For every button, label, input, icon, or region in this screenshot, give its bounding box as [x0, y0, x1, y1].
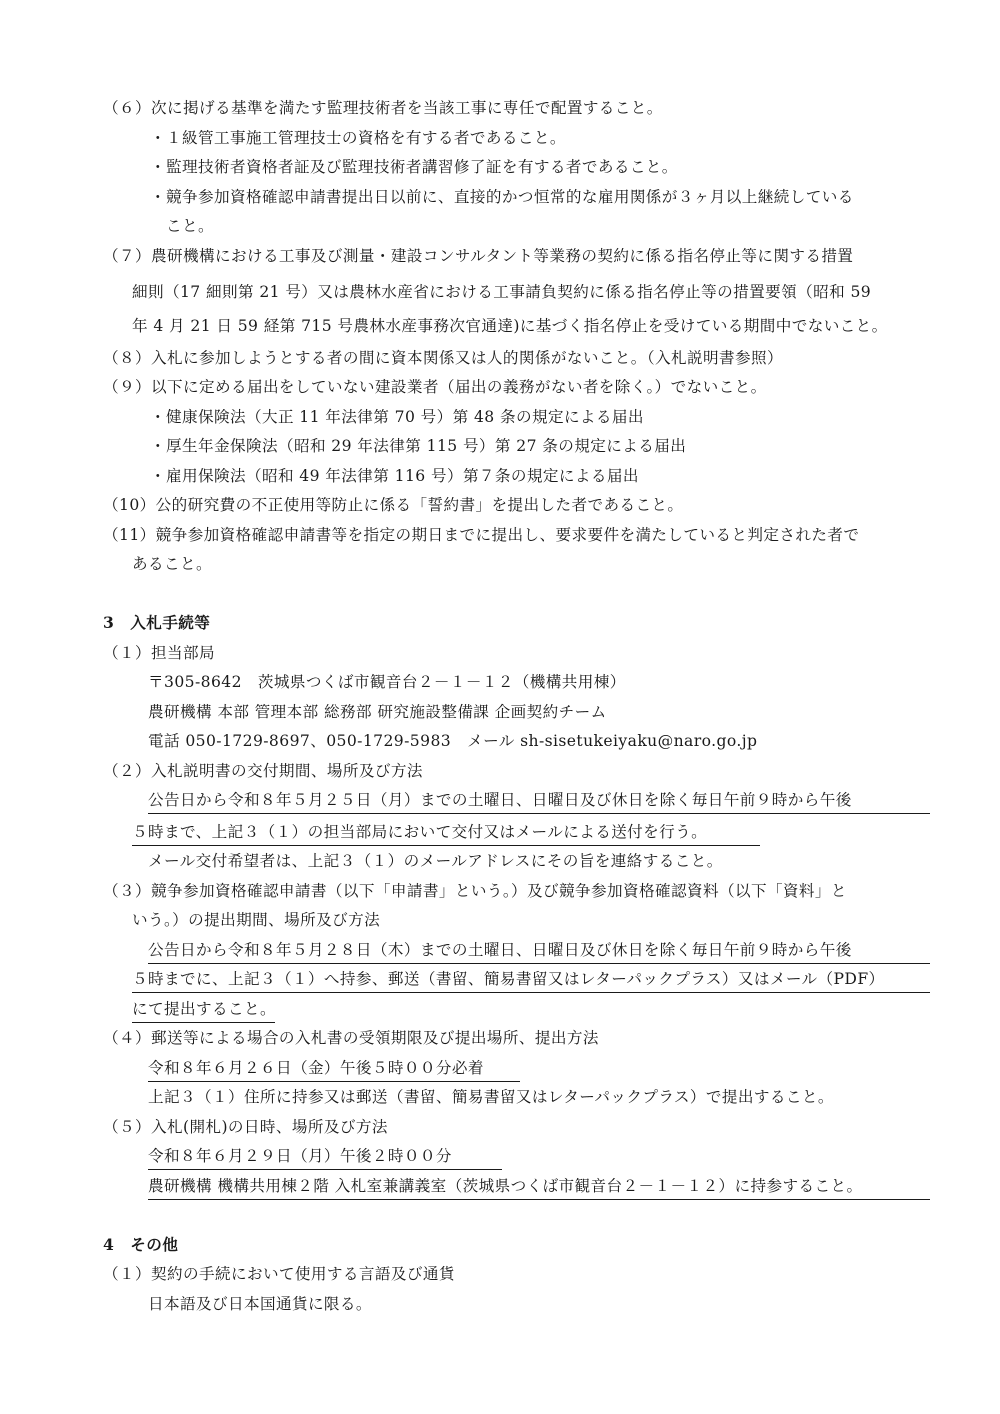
- section-3-item-4-deadline: 令和８年６月２６日（金）午後５時００分必着: [148, 1059, 484, 1077]
- department-name: 農研機構 本部 管理本部 総務部 研究施設整備課 企画契約チーム: [148, 703, 607, 721]
- section-3-heading: 3 入札手続等: [103, 613, 211, 632]
- item-9-bullet-1: ・健康保険法（大正 11 年法律第 70 号）第 48 条の規定による届出: [150, 408, 644, 426]
- item-10: （10）公的研究費の不正使用等防止に係る「誓約書」を提出した者であること。: [103, 496, 684, 514]
- postal-address: 〒305-8642 茨城県つくば市観音台２－１－１２（機構共用棟）: [148, 673, 626, 691]
- underline-rule: [148, 1169, 502, 1170]
- section-3-item-3-line-3: 公告日から令和８年５月２８日（木）までの土曜日、日曜日及び休日を除く毎日午前９時から午後: [148, 941, 852, 959]
- section-3-item-3-line-4: ５時までに、上記３（１）へ持参、郵送（書留、簡易書留又はレターパックプラス）又はメール（PDF）: [132, 970, 885, 988]
- item-11-line-2: あること。: [132, 555, 212, 573]
- item-6-heading: （６）次に掲げる基準を満たす監理技術者を当該工事に専任で配置すること。: [103, 99, 663, 117]
- section-3-item-5-place: 農研機構 機構共用棟２階 入札室兼講義室（茨城県つくば市観音台２－１－１２）に持参すること。: [148, 1177, 863, 1195]
- section-4-heading: 4 その他: [103, 1235, 179, 1254]
- section-3-item-3-line-5: にて提出すること。: [132, 1000, 276, 1018]
- item-7-line-2: 細則（17 細則第 21 号）又は農林水産省における工事請負契約に係る指名停止等の措置要領（昭和 59: [132, 283, 872, 301]
- underline-rule: [132, 1022, 275, 1023]
- item-9-bullet-3: ・雇用保険法（昭和 49 年法律第 116 号）第７条の規定による届出: [150, 467, 639, 485]
- item-7-line-3: 年 4 月 21 日 59 経第 715 号農林水産事務次官通達)に基づく指名停止を受けている期間中でないこと。: [132, 317, 888, 335]
- section-3-item-2-line-2: ５時まで、上記３（１）の担当部局において交付又はメールによる送付を行う。: [132, 823, 708, 841]
- underline-rule: [148, 813, 930, 814]
- section-3-item-4-heading: （４）郵送等による場合の入札書の受領期限及び提出場所、提出方法: [103, 1029, 599, 1047]
- item-6-bullet-2: ・監理技術者資格者証及び監理技術者講習修了証を有する者であること。: [150, 158, 678, 176]
- section-3-item-2-heading: （２）入札説明書の交付期間、場所及び方法: [103, 762, 423, 780]
- item-6-bullet-3-cont: こと。: [166, 217, 214, 235]
- section-3-item-3-line-1: （３）競争参加資格確認申請書（以下「申請書」という。）及び競争参加資格確認資料（以下「資料」と: [103, 882, 847, 900]
- underline-rule: [148, 1081, 520, 1082]
- section-3-item-5-heading: （５）入札(開札)の日時、場所及び方法: [103, 1118, 388, 1136]
- item-8: （８）入札に参加しようとする者の間に資本関係又は人的関係がないこと。（入札説明書参照）: [103, 349, 783, 367]
- item-6-bullet-3: ・競争参加資格確認申請書提出日以前に、直接的かつ恒常的な雇用関係が３ヶ月以上継続している: [150, 188, 854, 206]
- item-6-bullet-1: ・１級管工事施工管理技士の資格を有する者であること。: [150, 129, 566, 147]
- section-4-item-1-body: 日本語及び日本国通貨に限る。: [148, 1295, 372, 1313]
- item-9-heading: （９）以下に定める届出をしていない建設業者（届出の義務がない者を除く。）でないこと。: [103, 378, 767, 396]
- section-3-item-1-heading: （１）担当部局: [103, 644, 215, 662]
- underline-rule: [132, 845, 760, 846]
- section-3-item-2-note: メール交付希望者は、上記３（１）のメールアドレスにその旨を連絡すること。: [148, 852, 723, 870]
- section-3-item-3-line-2: いう。）の提出期間、場所及び方法: [132, 911, 381, 929]
- section-3-item-2-line-1: 公告日から令和８年５月２５日（月）までの土曜日、日曜日及び休日を除く毎日午前９時から午後: [148, 791, 852, 809]
- item-7-line-1: （７）農研機構における工事及び測量・建設コンサルタント等業務の契約に係る指名停止等に関する措置: [103, 247, 854, 265]
- underline-rule: [148, 1199, 930, 1200]
- contact-phone-email: 電話 050-1729-8697、050-1729-5983 メール sh-sisetukeiyaku@naro.go.jp: [148, 732, 758, 750]
- underline-rule: [148, 963, 930, 964]
- item-9-bullet-2: ・厚生年金保険法（昭和 29 年法律第 115 号）第 27 条の規定による届出: [150, 437, 687, 455]
- section-3-item-5-datetime: 令和８年６月２９日（月）午後２時００分: [148, 1147, 452, 1165]
- section-4-item-1-heading: （１）契約の手続において使用する言語及び通貨: [103, 1265, 455, 1283]
- section-3-item-4-method: 上記３（１）住所に持参又は郵送（書留、簡易書留又はレターパックプラス）で提出すること。: [148, 1088, 834, 1106]
- item-11-line-1: （11）競争参加資格確認申請書等を指定の期日までに提出し、要求要件を満たしていると判定された者で: [103, 526, 860, 544]
- underline-rule: [132, 992, 930, 993]
